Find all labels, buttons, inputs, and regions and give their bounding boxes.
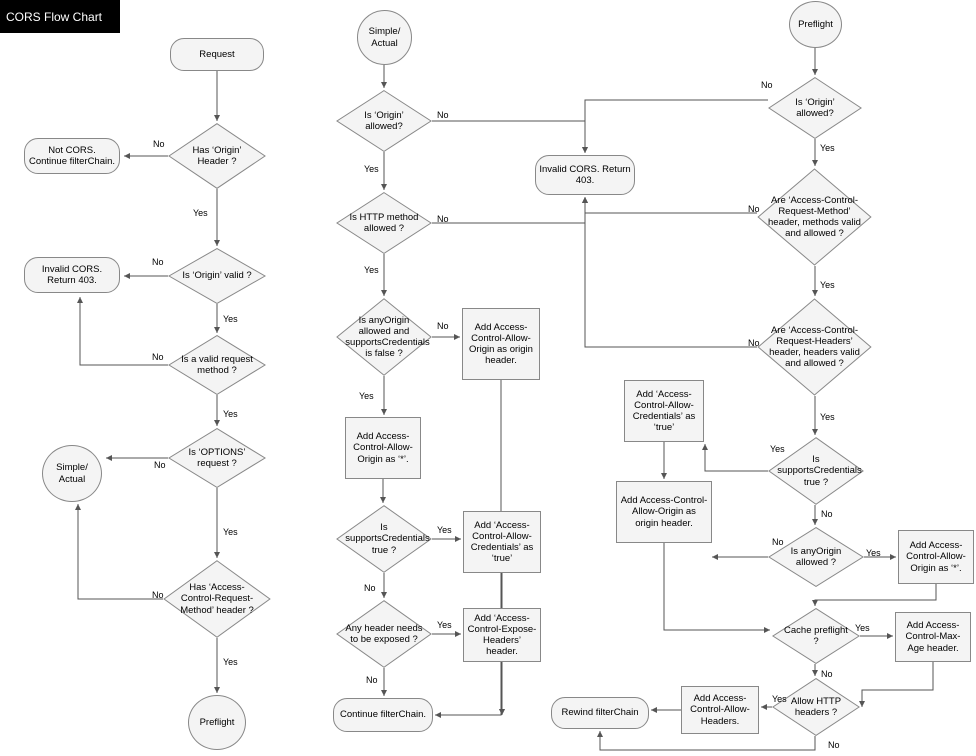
flow-node-label: Is ‘Origin’ allowed? bbox=[795, 96, 835, 119]
flow-node-label: Is supportsCredentials true ? bbox=[345, 522, 430, 556]
flow-node-n1 bbox=[170, 38, 264, 71]
edge-label: No bbox=[828, 740, 840, 750]
edge-label: Yes bbox=[193, 208, 208, 218]
flow-node-m2 bbox=[336, 90, 432, 152]
flow-node-r13 bbox=[681, 686, 759, 734]
edge-label: Yes bbox=[223, 527, 238, 537]
flow-node-r7 bbox=[616, 481, 712, 543]
flow-node-m6 bbox=[462, 308, 540, 380]
flow-node-r12 bbox=[772, 678, 860, 736]
page-title: CORS Flow Chart bbox=[0, 0, 120, 33]
flow-node-label: Add ‘Access-Control-Allow-Credentials’ as ‘true’ bbox=[470, 519, 534, 565]
flow-node-label: Is anyOrigin allowed ? bbox=[790, 545, 842, 568]
flow-node-label: Rewind filterChain bbox=[561, 707, 639, 719]
flow-node-label: Is a valid request method ? bbox=[181, 353, 253, 376]
edge-label: Yes bbox=[364, 164, 379, 174]
flow-node-r9 bbox=[898, 530, 974, 584]
edge-label: No bbox=[366, 675, 378, 685]
flow-node-r1 bbox=[789, 1, 842, 48]
edge-label: No bbox=[154, 460, 166, 470]
flow-node-label: Any header needs to be exposed ? bbox=[345, 622, 423, 645]
flow-node-n7 bbox=[168, 428, 266, 488]
flow-node-n6 bbox=[168, 335, 266, 395]
flow-node-m4 bbox=[336, 192, 432, 254]
flow-node-r11 bbox=[895, 612, 971, 662]
flow-node-r2 bbox=[768, 77, 862, 139]
edge-label: No bbox=[748, 338, 760, 348]
edge-label: Yes bbox=[437, 525, 452, 535]
flow-node-m5 bbox=[336, 298, 432, 376]
flow-node-label: Are ‘Access-Control-Request-Method’ header, methods valid and allowed ? bbox=[768, 194, 861, 240]
edge-label: Yes bbox=[820, 143, 835, 153]
flow-node-m11 bbox=[463, 608, 541, 662]
flow-node-r6 bbox=[624, 380, 704, 442]
flow-node-label: Has ‘Access-Control-Request-Method’ header ? bbox=[180, 582, 254, 616]
flow-node-m8 bbox=[336, 505, 432, 573]
flow-node-label: Is supportsCredentials true ? bbox=[777, 454, 862, 488]
edge-label: Yes bbox=[820, 412, 835, 422]
flow-node-n3 bbox=[24, 138, 120, 174]
flow-node-label: Not CORS. Continue filterChain. bbox=[28, 144, 116, 167]
flow-node-r8 bbox=[768, 527, 864, 587]
flow-node-label: Preflight bbox=[798, 18, 833, 30]
flow-node-label: Add ‘Access-Control-Expose-Headers’ header. bbox=[467, 612, 537, 658]
flow-node-n9 bbox=[163, 560, 271, 638]
flow-node-r4 bbox=[757, 298, 872, 396]
edge-label: No bbox=[748, 204, 760, 214]
flow-node-label: Add Access-Control-Allow-Origin as origin header. bbox=[620, 495, 708, 529]
flow-node-label: Add Access-Control-Allow-Origin as ‘*’. bbox=[353, 431, 413, 465]
edge-label: No bbox=[772, 537, 784, 547]
flow-node-n4 bbox=[168, 248, 266, 304]
flow-node-label: Add Access-Control-Max-Age header. bbox=[905, 620, 961, 654]
edge-label: No bbox=[152, 590, 164, 600]
edge-label: No bbox=[821, 669, 833, 679]
flow-node-m1 bbox=[357, 10, 412, 65]
flow-node-label: Add Access-Control-Allow-Headers. bbox=[690, 693, 750, 727]
flow-node-label: Add Access-Control-Allow-Origin as origin header. bbox=[469, 321, 533, 367]
edge-label: Yes bbox=[359, 391, 374, 401]
flow-node-label: Allow HTTP headers ? bbox=[790, 695, 842, 718]
flow-node-label: Add ‘Access-Control-Allow-Credentials’ as ‘true’ bbox=[632, 388, 696, 434]
edge-label: No bbox=[821, 509, 833, 519]
flow-node-label: Cache preflight ? bbox=[784, 624, 848, 647]
edge-label: No bbox=[437, 214, 449, 224]
flow-node-label: Is HTTP method allowed ? bbox=[349, 211, 419, 234]
flow-node-label: Has ‘Origin’ Header ? bbox=[192, 144, 242, 167]
flow-node-r3 bbox=[757, 168, 872, 266]
edge-label: Yes bbox=[866, 548, 881, 558]
edge-label: No bbox=[761, 80, 773, 90]
flow-node-n8 bbox=[42, 445, 102, 502]
flow-node-n2 bbox=[168, 123, 266, 189]
flow-node-label: Preflight bbox=[199, 716, 235, 728]
edge-label: Yes bbox=[437, 620, 452, 630]
edge-label: Yes bbox=[820, 280, 835, 290]
edge-label: Yes bbox=[855, 623, 870, 633]
flow-node-m12 bbox=[333, 698, 433, 732]
flow-node-label: Is ‘Origin’ allowed? bbox=[364, 109, 404, 132]
edge-label: Yes bbox=[772, 694, 787, 704]
flow-node-label: Simple/ Actual bbox=[56, 462, 88, 485]
edge-label: No bbox=[152, 257, 164, 267]
flow-node-r10 bbox=[772, 608, 860, 664]
edge-label: Yes bbox=[364, 265, 379, 275]
flow-node-label: Simple/ Actual bbox=[368, 26, 401, 49]
flow-node-m10 bbox=[336, 600, 432, 668]
edge-label: No bbox=[437, 321, 449, 331]
edge-label: Yes bbox=[223, 409, 238, 419]
edge-label: Yes bbox=[223, 314, 238, 324]
flow-node-r14 bbox=[551, 697, 649, 729]
flow-node-m9 bbox=[463, 511, 541, 573]
edge-label: Yes bbox=[223, 657, 238, 667]
flow-node-label: Are ‘Access-Control-Request-Headers’ header, headers valid and allowed ? bbox=[769, 324, 860, 370]
edge-label: Yes bbox=[770, 444, 785, 454]
flow-node-m7 bbox=[345, 417, 421, 479]
edge-label: No bbox=[152, 352, 164, 362]
flow-node-m3 bbox=[535, 155, 635, 195]
edge-label: No bbox=[153, 139, 165, 149]
flow-node-label: Is anyOrigin allowed and supportsCredentials is false ? bbox=[345, 314, 430, 360]
flow-node-label: Invalid CORS. Return 403. bbox=[41, 263, 103, 286]
flow-node-label: Is ‘OPTIONS’ request ? bbox=[188, 446, 246, 469]
flow-node-label: Is ‘Origin’ valid ? bbox=[182, 270, 252, 282]
flow-node-label: Continue filterChain. bbox=[339, 709, 427, 721]
flow-node-n5 bbox=[24, 257, 120, 293]
edge-label: No bbox=[364, 583, 376, 593]
edge-label: No bbox=[437, 110, 449, 120]
flow-node-label: Invalid CORS. Return 403. bbox=[539, 163, 631, 186]
flow-node-n10 bbox=[188, 695, 246, 750]
flow-node-label: Add Access-Control-Allow-Origin as ‘*’. bbox=[906, 540, 966, 574]
flow-node-label: Request bbox=[199, 48, 235, 60]
